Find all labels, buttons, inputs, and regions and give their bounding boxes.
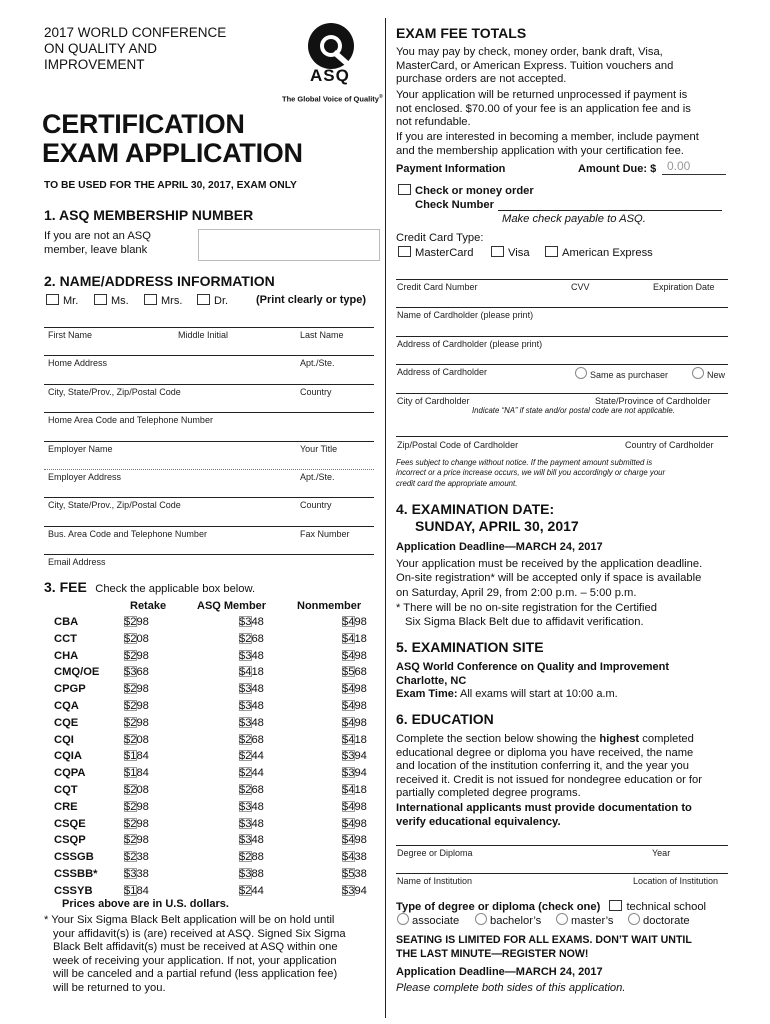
fee-col-nonmember: Nonmember [297,600,362,612]
field-employer-name[interactable]: Employer Name [48,444,113,454]
cc-type-label: Credit Card Type: [396,232,484,244]
fee-row [54,784,384,800]
title-mr[interactable]: Mr. [46,294,78,307]
check-number-field[interactable] [498,210,722,211]
fee-amount: $298 [124,683,149,696]
cc-amex[interactable]: American Express [545,246,653,259]
field-zip-cardholder[interactable]: Zip/Postal Code of Cardholder [397,440,519,450]
fee-row [54,801,384,817]
exam-date-note: * There will be no on-site registration for the Certified Six Sigma Black Belt due to affidavit verification. [396,602,657,628]
column-divider [385,18,386,1018]
radio[interactable] [397,913,409,925]
field-city[interactable]: City, State/Prov., Zip/Postal Code [48,387,181,397]
field-email[interactable]: Email Address [48,557,106,567]
field-cc-number[interactable]: Credit Card Number [397,282,478,292]
fee-code: CSQP [54,834,86,847]
payable-note: Make check payable to ASQ. [502,213,646,225]
field-line [396,845,728,846]
checkbox[interactable] [144,294,157,305]
fee-row [54,633,384,649]
checkbox[interactable] [94,294,107,305]
fee-amount: $298 [124,649,149,662]
exam-venue: ASQ World Conference on Quality and Improvement [396,661,670,673]
fee-amount: $438 [342,851,367,864]
fee-code: CRE [54,800,78,813]
field-country[interactable]: Country [300,387,332,397]
fee-amount: $418 [342,632,367,645]
seating-note: SEATING IS LIMITED FOR ALL EXAMS. DON’T WAIT UNTIL THE LAST MINUTE—REGISTER NOW! [396,934,692,960]
field-first-name[interactable]: First Name [48,330,93,340]
section-heading-address: 2. NAME/ADDRESS INFORMATION [44,273,275,289]
field-line [44,497,374,498]
cc-options [398,246,653,259]
fee-row [54,818,384,834]
field-fax[interactable]: Fax Number [300,529,350,539]
radio[interactable] [575,367,587,379]
fee-amount: $498 [342,716,367,729]
fee-amount: $368 [124,666,149,679]
fee-amount: $208 [124,784,149,796]
radio[interactable] [628,913,640,925]
complete-note: Please complete both sides of this application. [396,982,626,994]
fee-amount: $498 [342,649,367,662]
fee-amount: $184 [124,884,149,897]
fee-amount: $298 [124,700,149,712]
checkbox[interactable] [609,900,622,911]
fees-note: Fees subject to change without notice. If the payment amount submitted is incorrect or a price increase occurs, we will bill you accordingly or charge your credit card the appropriate amount. [396,458,666,488]
section-heading-exam-fee: EXAM FEE TOTALS [396,25,527,41]
international-note: International applicants must provide documentation to verify educational equivalency. [396,802,692,828]
field-line [396,393,728,394]
prices-note: Prices above are in U.S. dollars. [62,898,229,910]
fee-amount: $298 [124,716,149,729]
fee-amount: $394 [342,884,367,897]
fee-amount: $348 [239,716,264,729]
field-employer-address[interactable]: Employer Address [48,472,122,482]
fee-row [54,666,384,682]
option-masters[interactable]: master’s [556,913,613,927]
field-location[interactable]: Location of Institution [633,876,719,886]
field-country[interactable]: Country [300,500,332,510]
field-line [44,441,374,442]
fee-amount: $298 [124,834,149,847]
field-line [396,307,728,308]
fee-row [54,868,384,884]
title-dr[interactable]: Dr. [197,294,228,307]
option-technical[interactable]: technical school [609,901,706,913]
fee-amount: $498 [342,834,367,847]
fee-code: CQA [54,700,79,712]
fee-row [54,767,384,783]
exam-city: Charlotte, NC [396,675,467,687]
fee-code: CSQE [54,817,86,830]
fee-amount: $498 [342,817,367,830]
fee-amount: $238 [124,851,149,864]
field-line [44,384,374,385]
subtitle: TO BE USED FOR THE APRIL 30, 2017, EXAM ONLY [44,180,297,191]
amount-due-label: Amount Due: $ [578,163,657,175]
fee-code: CSSBB* [54,868,98,880]
fee-amount: $498 [342,683,367,696]
fee-amount: $298 [124,616,149,628]
fee-amount: $348 [239,834,264,847]
fee-amount: $568 [342,666,367,679]
checkbox[interactable] [491,246,504,257]
fee-amount: $268 [239,784,264,796]
checkbox[interactable] [398,184,411,195]
section-heading-education: 6. EDUCATION [396,711,494,727]
fee-row [54,851,384,867]
conference-line: IMPROVEMENT [44,57,145,72]
fee-code: CHA [54,649,79,662]
page-title-line1: CERTIFICATION [42,109,245,139]
field-middle-initial[interactable]: Middle Initial [178,330,229,340]
fee-code: CQT [54,784,78,796]
field-last-name[interactable]: Last Name [300,330,344,340]
field-address-cardholder[interactable]: Address of Cardholder [397,367,488,377]
application-deadline: Application Deadline—MARCH 24, 2017 [396,966,603,978]
fee-amount: $298 [124,817,149,830]
field-line [396,436,728,437]
fee-row [54,834,384,850]
fee-amount: $394 [342,750,367,763]
field-line [44,469,374,470]
field-line [396,364,728,365]
fee-row [54,717,384,733]
fee-amount: $418 [239,666,264,679]
field-bus-phone[interactable]: Bus. Area Code and Telephone Number [48,529,207,539]
field-city-cardholder[interactable]: City of Cardholder [397,396,470,406]
field-line [44,526,374,527]
fee-amount: $244 [239,750,264,763]
fee-code: CPGP [54,683,86,696]
fee-row [54,650,384,666]
exam-fee-para: If you are interested in becoming a member, include payment and the membership application with your certification fee. [396,131,699,157]
fee-amount: $268 [239,733,264,746]
field-line [44,327,374,328]
tagline: The Global Voice of Quality® [282,94,383,104]
fee-amount: $418 [342,733,367,746]
title-mrs[interactable]: Mrs. [144,294,182,307]
exam-date-text: Your application must be received by the application deadline. On-site registration* will be accepted only if space is available on Saturday, April 29, from 2:00 p.m. – 5:00 p.m. [396,558,703,599]
fee-col-member: ASQ Member [197,600,267,612]
radio[interactable] [475,913,487,925]
asq-logo-text: ASQ [310,66,350,85]
radio[interactable] [556,913,568,925]
education-para: Complete the section below showing the highest completed educational degree or diploma you have received, the name and location of the institution conferring it, and the year you received it. Credit is not issued for nondegree education or for partially completed degree programs. [396,733,702,800]
fee-amount: $388 [239,868,264,880]
section-heading-membership: 1. ASQ MEMBERSHIP NUMBER [44,207,254,223]
field-name-cardholder[interactable]: Name of Cardholder (please print) [397,310,534,320]
fee-code: CSSYB [54,884,93,897]
fee-heading: 3. FEE Check the applicable box below. [44,579,256,595]
field-degree[interactable]: Degree or Diploma [397,848,473,858]
conference-line: ON QUALITY AND [44,41,158,56]
fee-row [54,616,384,632]
fee-code: CMQ/OE [54,666,100,679]
section-heading-exam-date: 4. EXAMINATION DATE: [396,501,555,517]
membership-note: member, leave blank [44,244,148,256]
degree-options [397,913,690,927]
membership-note: If you are not an ASQ [44,230,151,242]
field-line [396,279,728,280]
page-title-line2: EXAM APPLICATION [42,138,303,168]
fee-code: CCT [54,632,77,645]
cc-mastercard[interactable]: MasterCard [398,247,473,259]
check-option[interactable]: Check or money order [398,184,534,197]
field-expiration[interactable]: Expiration Date [653,282,715,292]
fee-amount: $394 [342,767,367,780]
exam-fee-para: Your application will be returned unprocessed if payment is not enclosed. $70.00 of your fee is an application fee and is not refundable. [396,89,691,129]
fee-amount: $268 [239,632,264,645]
fee-amount: $208 [124,733,149,746]
print-note: (Print clearly or type) [256,294,367,306]
fee-amount: $348 [239,649,264,662]
fee-code: CQPA [54,767,86,780]
fee-footnote: * Your Six Sigma Black Belt application will be on hold until your affidavit(s) is (are) received at ASQ. Signed Six Sigma Black Belt affidavit(s) must be received at ASQ within one week of receiving your application. If not, your application will be canceled and a partial refund (less application fee) will be returned to you. [44,914,346,994]
field-line [396,873,728,874]
fee-amount: $348 [239,800,264,813]
amount-due-field[interactable]: 0.00 [662,159,726,175]
field-address-cardholder-print[interactable]: Address of Cardholder (please print) [397,339,543,349]
fee-amount: $208 [124,632,149,645]
field-apt[interactable]: Apt./Ste. [300,472,335,482]
fee-amount: $538 [342,868,367,880]
fee-amount: $288 [239,851,264,864]
radio[interactable] [692,367,704,379]
field-country-cardholder[interactable]: Country of Cardholder [625,440,714,450]
fee-amount: $498 [342,800,367,813]
fee-amount: $244 [239,884,264,897]
field-institution[interactable]: Name of Institution [397,876,473,886]
fee-amount: $498 [342,700,367,712]
option-associate[interactable]: associate [397,915,459,927]
field-cvv[interactable]: CVV [571,282,590,292]
section-heading-exam-site: 5. EXAMINATION SITE [396,639,544,655]
checkbox[interactable] [46,294,59,305]
fee-amount: $244 [239,767,264,780]
field-year[interactable]: Year [652,848,671,858]
exam-time: Exam Time: All exams will start at 10:00 a.m. [396,688,618,700]
fee-code: CBA [54,616,79,628]
fee-amount: $348 [239,616,264,628]
field-line [44,412,374,413]
fee-row [54,683,384,699]
exam-date: SUNDAY, APRIL 30, 2017 [415,518,579,534]
conference-line: 2017 WORLD CONFERENCE [44,25,227,40]
option-new[interactable]: New [692,367,725,380]
fee-code: CSSGB [54,851,94,864]
membership-number-field[interactable] [198,229,380,261]
exam-fee-para: You may pay by check, money order, bank draft, Visa, MasterCard, or American Express. Tuition vouchers and purchase orders are not accepted. [396,46,674,86]
field-line [44,554,374,555]
payment-info-label: Payment Information [396,163,506,175]
fee-amount: $338 [124,868,149,880]
degree-type: Type of degree or diploma (check one) technical school [396,901,707,913]
field-your-title[interactable]: Your Title [300,444,338,454]
asq-logo [296,22,366,92]
title-ms[interactable]: Ms. [94,294,129,307]
option-bachelors[interactable]: bachelor’s [475,913,541,927]
fee-amount: $498 [342,616,367,628]
fee-amount: $184 [124,767,149,780]
fee-amount: $348 [239,683,264,696]
field-home-address[interactable]: Home Address [48,358,108,368]
fee-row [54,734,384,750]
option-doctorate[interactable]: doctorate [628,913,690,927]
fee-amount: $184 [124,750,149,763]
field-line [44,355,374,356]
na-note: Indicate “NA” if state and/or postal code are not applicable. [472,406,675,415]
fee-row [54,700,384,716]
checkbox[interactable] [197,294,210,305]
fee-col-retake: Retake [130,600,167,612]
field-state-cardholder[interactable]: State/Province of Cardholder [595,396,711,406]
application-deadline: Application Deadline—MARCH 24, 2017 [396,541,603,553]
fee-code: CQE [54,716,79,729]
field-line [396,336,728,337]
field-apt[interactable]: Apt./Ste. [300,358,335,368]
field-city[interactable]: City, State/Prov., Zip/Postal Code [48,500,181,510]
fee-code: CQIA [54,750,82,763]
cc-visa[interactable]: Visa [491,246,530,259]
fee-amount: $348 [239,700,264,712]
field-home-phone[interactable]: Home Area Code and Telephone Number [48,415,213,425]
check-number-label: Check Number [415,199,494,211]
fee-row [54,750,384,766]
fee-amount: $298 [124,800,149,813]
fee-code: CQI [54,733,74,746]
option-same-as-purchaser[interactable]: Same as purchaser [575,367,668,380]
checkbox[interactable] [545,246,558,257]
checkbox[interactable] [398,246,411,257]
fee-amount: $418 [342,784,367,796]
fee-amount: $348 [239,817,264,830]
